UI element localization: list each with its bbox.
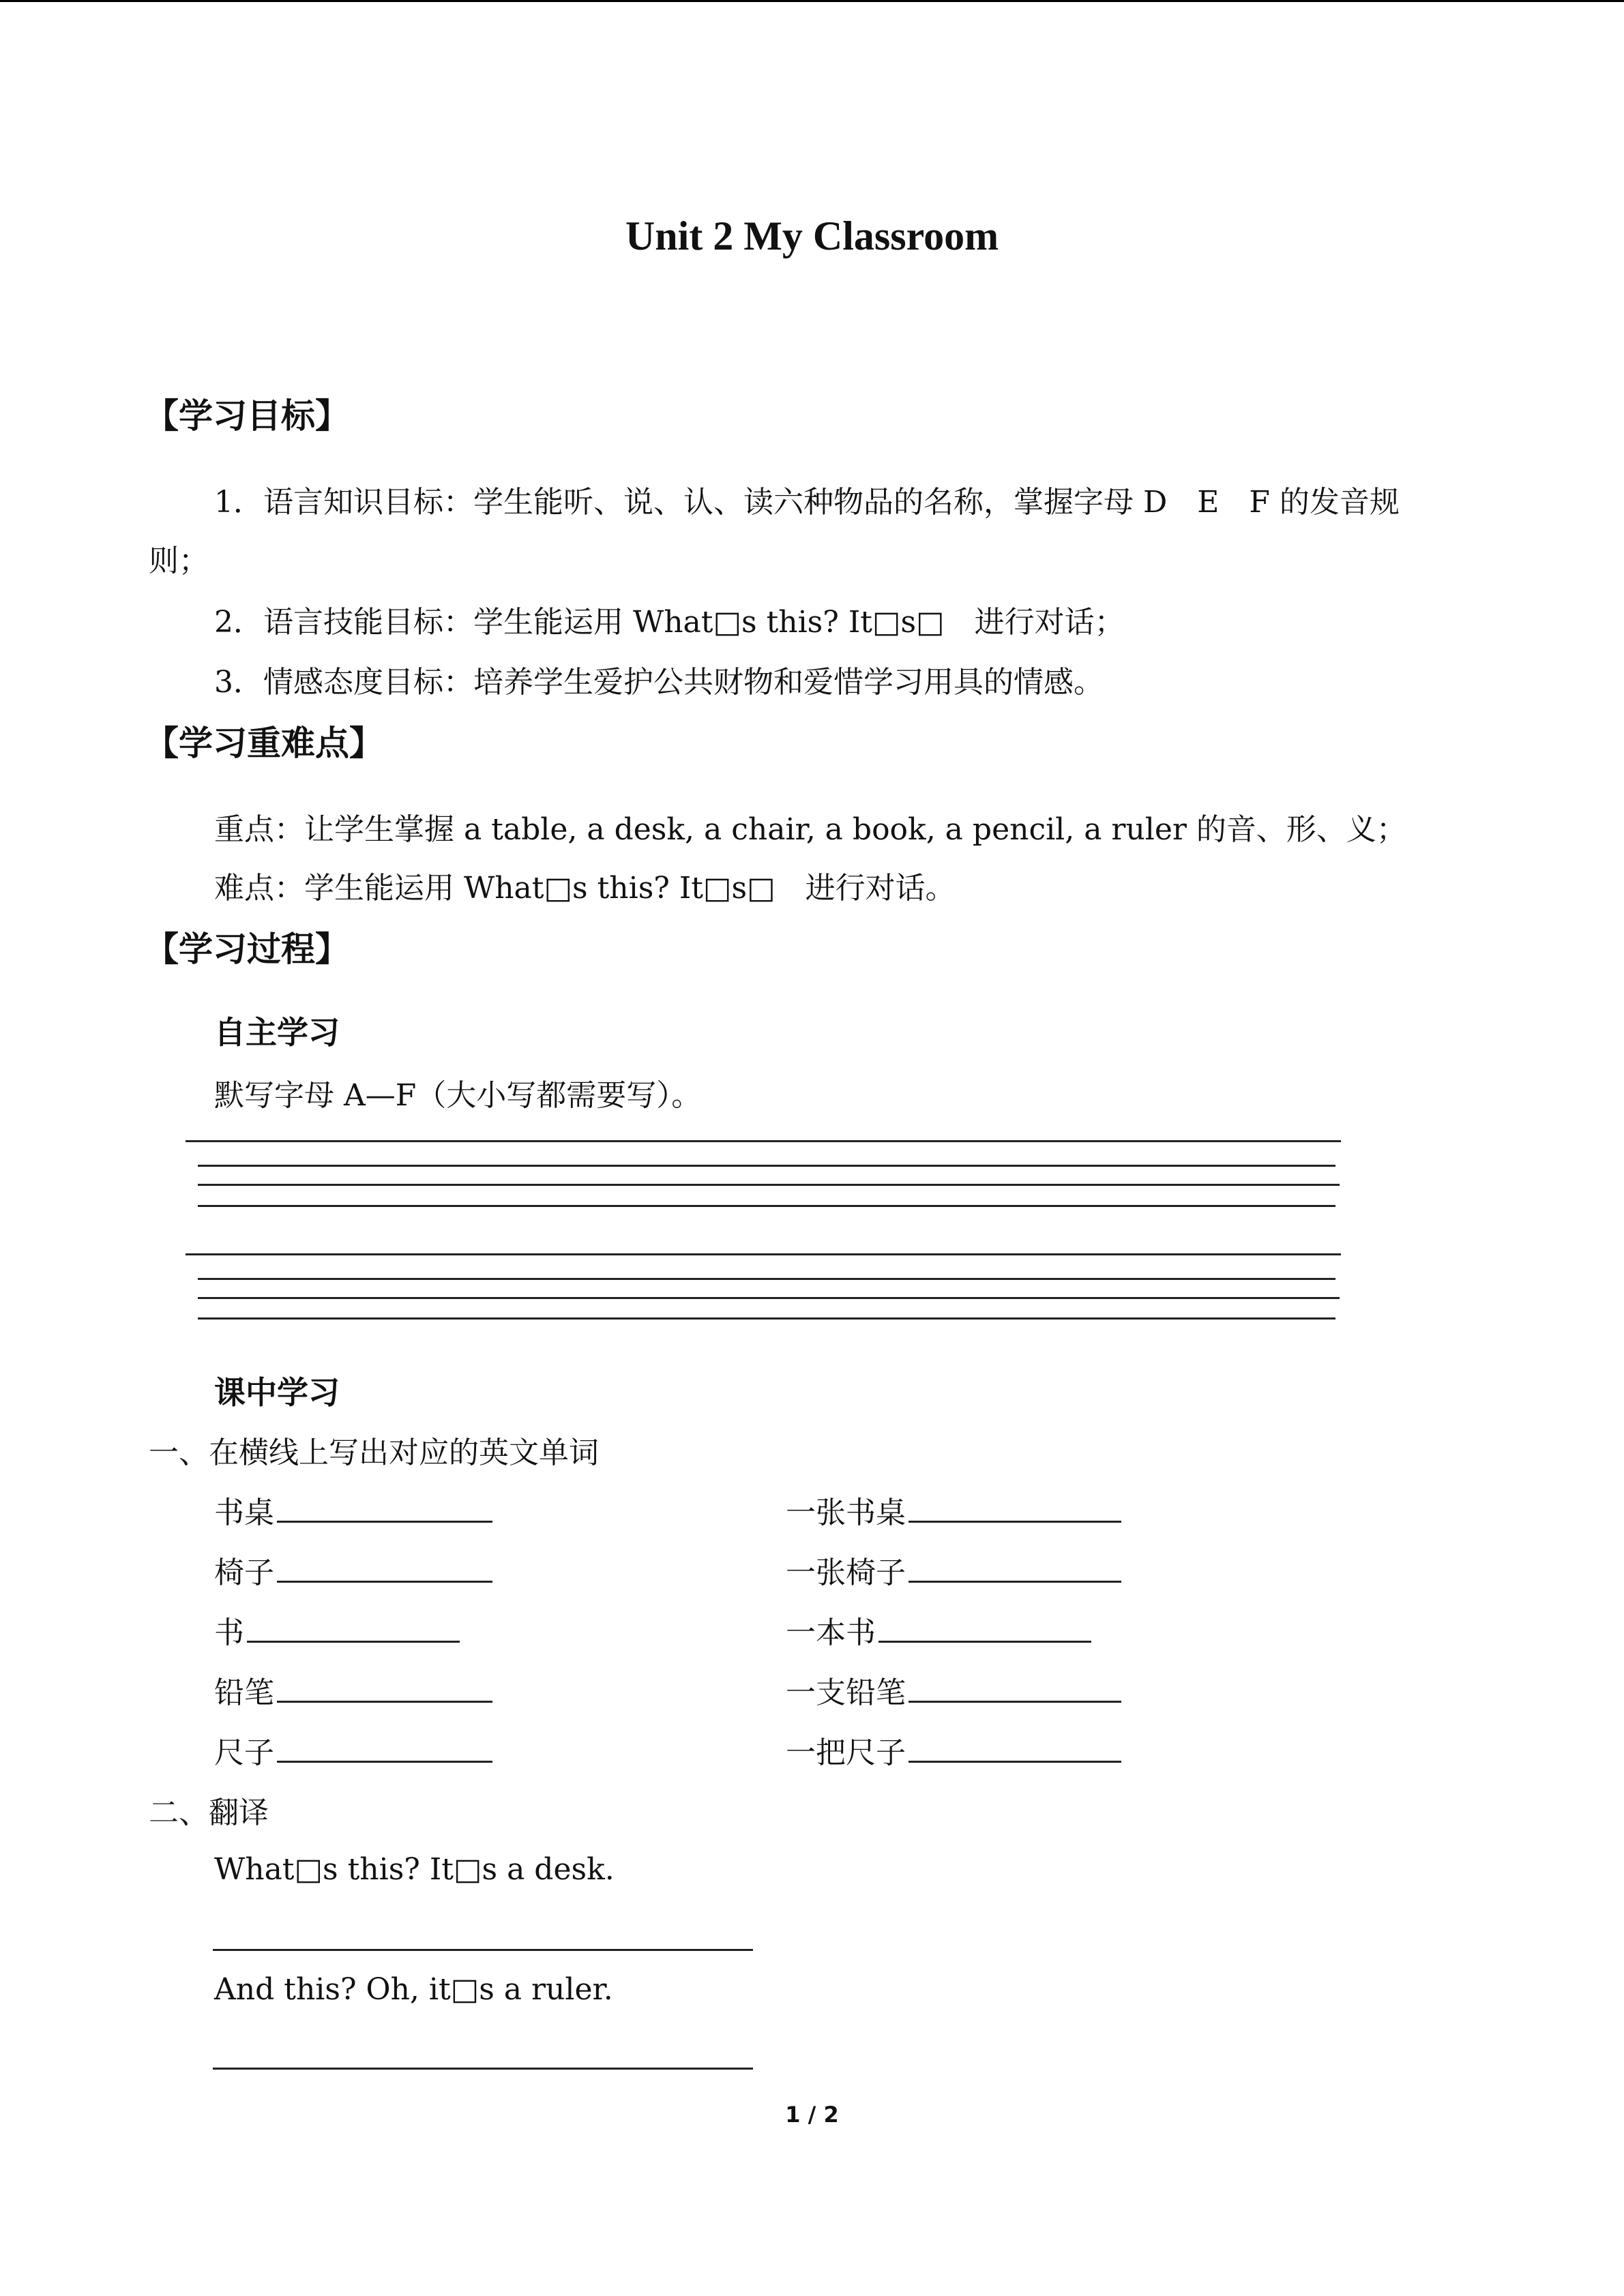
word-item-right: 一张书桌 xyxy=(786,1488,1121,1532)
word-item-left: 书桌 xyxy=(214,1488,492,1532)
grid-line xyxy=(186,1140,1341,1142)
answer-blank[interactable] xyxy=(879,1613,1091,1643)
page-top-border xyxy=(0,0,1624,2)
self-study-instruction: 默写字母 A—F（大小写都需要写）。 xyxy=(214,1078,702,1113)
answer-blank[interactable] xyxy=(277,1673,492,1703)
grid-line xyxy=(198,1297,1340,1299)
process-heading: 【学习过程】 xyxy=(145,929,349,969)
word-item-right: 一本书 xyxy=(786,1608,1091,1652)
grid-line xyxy=(198,1205,1335,1207)
answer-blank[interactable] xyxy=(277,1553,492,1583)
goal-item-2: 2．语言技能目标：学生能运用 What□s this? It□s□ 进行对话； xyxy=(214,605,1125,640)
part1-title: 一、在横线上写出对应的英文单词 xyxy=(149,1435,599,1470)
grid-line xyxy=(198,1317,1335,1320)
grid-line xyxy=(198,1184,1340,1186)
page-title: Unit 2 My Classroom xyxy=(625,213,999,258)
word-item-right: 一支铅笔 xyxy=(786,1668,1121,1712)
grid-line xyxy=(198,1278,1335,1280)
translation-answer-line-1[interactable] xyxy=(213,1949,753,1951)
translation-answer-line-2[interactable] xyxy=(213,2068,753,2070)
self-study-label: 自主学习 xyxy=(214,1014,340,1051)
goal-item-3: 3．情感态度目标：培养学生爱护公共财物和爱惜学习用具的情感。 xyxy=(214,665,1104,700)
answer-blank[interactable] xyxy=(909,1553,1121,1583)
grid-line xyxy=(198,1165,1335,1167)
grid-line xyxy=(186,1253,1341,1255)
answer-blank[interactable] xyxy=(909,1493,1121,1523)
word-item-right: 一把尺子 xyxy=(786,1728,1121,1772)
word-item-left: 椅子 xyxy=(214,1548,492,1592)
word-item-right: 一张椅子 xyxy=(786,1548,1121,1592)
class-study-label: 课中学习 xyxy=(214,1374,340,1411)
difficult-point: 难点：学生能运用 What□s this? It□s□ 进行对话。 xyxy=(214,871,956,906)
key-points-heading: 【学习重难点】 xyxy=(145,724,383,763)
answer-blank[interactable] xyxy=(909,1733,1121,1763)
word-item-left: 尺子 xyxy=(214,1728,492,1772)
answer-blank[interactable] xyxy=(277,1493,492,1523)
key-point: 重点：让学生掌握 a table, a desk, a chair, a book, a pencil, a ruler 的音、形、义； xyxy=(214,812,1406,847)
answer-blank[interactable] xyxy=(247,1613,460,1643)
answer-blank[interactable] xyxy=(909,1673,1121,1703)
word-item-left: 书 xyxy=(214,1608,460,1652)
answer-blank[interactable] xyxy=(277,1733,492,1763)
page-number: 1 / 2 xyxy=(785,2102,839,2128)
part2-title: 二、翻译 xyxy=(149,1795,269,1830)
goal-item-1-continued: 则； xyxy=(149,543,209,578)
translation-sentence-2: And this? Oh, it□s a ruler. xyxy=(214,1972,613,2007)
goals-heading: 【学习目标】 xyxy=(145,396,349,436)
goal-item-1: 1．语言知识目标：学生能听、说、认、读六种物品的名称，掌握字母 D E F 的发音规 xyxy=(214,485,1400,520)
word-item-left: 铅笔 xyxy=(214,1668,492,1712)
translation-sentence-1: What□s this? It□s a desk. xyxy=(214,1852,615,1887)
